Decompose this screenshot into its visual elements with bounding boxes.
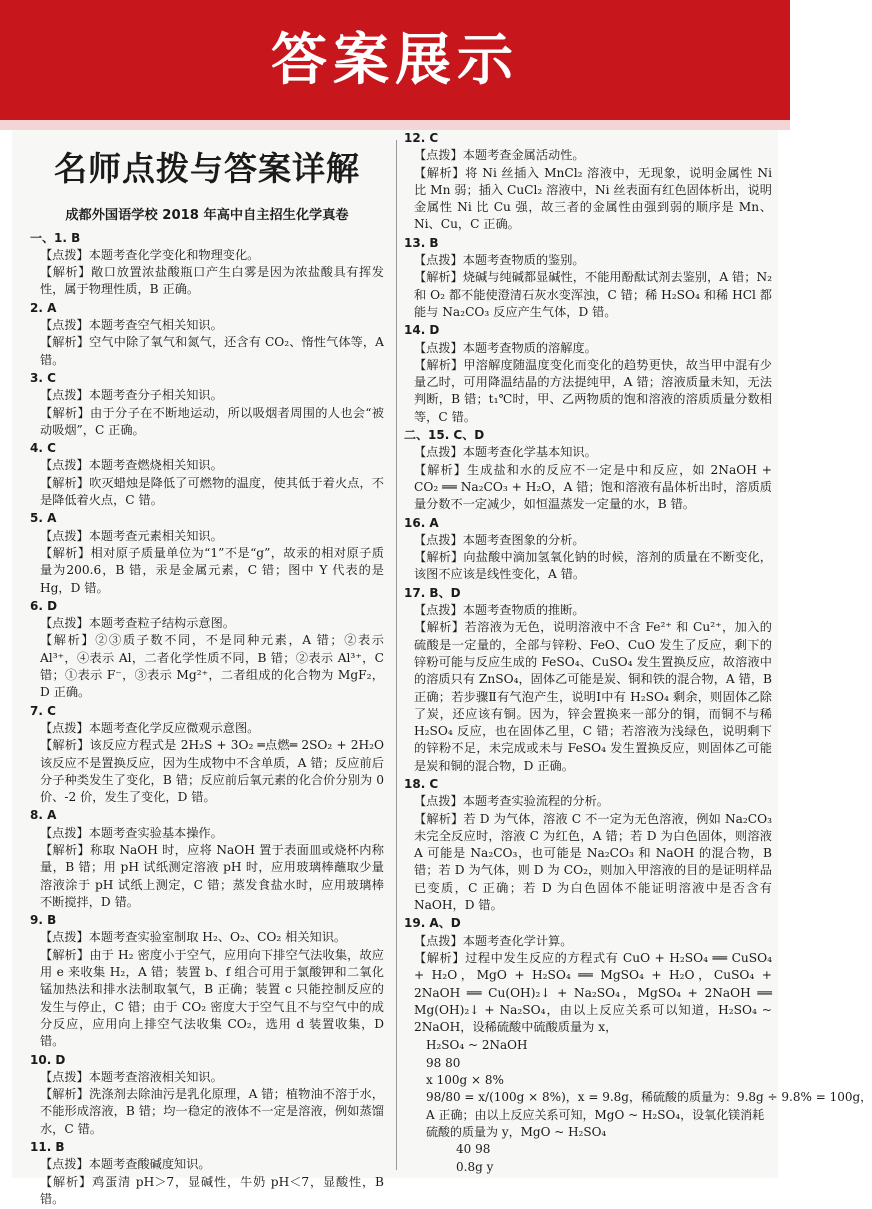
explanation-text: 【解析】洗涤剂去除油污是乳化原理，A 错；植物油不溶于水，不能形成溶液，B 错；均一稳定的液体不一定是溶液，例如蒸馏水，C 错。 [40, 1087, 384, 1136]
hint-text: 【点拨】本题考查实验流程的分析。 [414, 794, 609, 809]
explanation-text: 【解析】甲溶解度随温度变化而变化的趋势更快，故当甲中混有少量乙时，可用降温结晶的方法提纯甲，A 错；溶液质量未知，无法判断，B 错；t₁℃时，甲、乙两物质的饱和溶液的溶质质量分数相等，C 错。 [414, 357, 772, 424]
calc-block [404, 1037, 872, 1175]
answer-number: 11. B [30, 1140, 65, 1155]
right-question-list [404, 130, 772, 1036]
answer-number: 19. A、D [404, 916, 461, 931]
answer-number: 一、1. B [30, 230, 81, 245]
answer-number: 13. B [404, 235, 439, 250]
calc-row: H₂SO₄ ~ 2NaOH [426, 1038, 528, 1053]
explanation-text: 【解析】若溶液为无色，说明溶液中不含 Fe²⁺ 和 Cu²⁺，加入的硫酸是一定量的，全部与锌粉、FeO、CuO 发生了反应，剩下的锌粉可能与反应生成的 FeSO₄、CuSO₄ 发生置换反应，故溶液中的溶质只有 ZnSO₄，固体乙可能是炭、铜和铁的混合物，A 错，B 正确；若步骤Ⅱ有气泡产生，说明Ⅰ中有 H₂SO₄ 剩余，则固体乙除了炭，还应该有铜。因为，锌会置换来一部分的铜，而铜不与稀 H₂SO₄ 反应，也在固体乙里，C 错；若溶液为浅绿色，说明剩下的锌粉不足，未完成或未与 FeSO₄ 发生置换反应，则固体乙可能是炭和铜的混合物，D 正确。 [414, 620, 772, 773]
hint-text: 【点拨】本题考查溶液相关知识。 [40, 1069, 223, 1084]
answer-item [404, 130, 772, 234]
answer-item [30, 807, 384, 911]
answer-number: 7. C [30, 703, 56, 718]
hint-text: 【点拨】本题考查物质的鉴别。 [414, 253, 585, 268]
explanation-text: 【解析】烧碱与纯碱都显碱性，不能用酚酞试剂去鉴别，A 错；N₂ 和 O₂ 都不能使澄清石灰水变浑浊，C 错；稀 H₂SO₄ 和稀 HCl 都能与 Na₂CO₃ 反应产生气体，D 错。 [414, 270, 772, 319]
answer-number: 17. B、D [404, 585, 461, 600]
explanation-text: 【解析】鸡蛋清 pH＞7，显碱性，牛奶 pH＜7，显酸性，B 错。 [40, 1174, 384, 1206]
answer-item [30, 1052, 384, 1138]
answer-item [30, 370, 384, 439]
explanation-text: 【解析】②③质子数不同，不是同种元素，A 错；②表示 Al³⁺，④表示 Al，二者化学性质不同，B 错；②表示 Al³⁺，C 错；①表示 F⁻，③表示 Mg²⁺，二者组成的化合物为 MgF₂，D 正确。 [40, 633, 384, 700]
answer-item [30, 440, 384, 509]
explanation-text: 【解析】生成盐和水的反应不一定是中和反应，如 2NaOH + CO₂ ══ Na₂CO₃ + H₂O，A 错；饱和溶液有晶体析出时，溶质质量分数不一定减少，如恒温蒸发一定量的水，B 错。 [414, 462, 772, 512]
hint-text: 【点拨】本题考查分子相关知识。 [40, 388, 223, 403]
answer-item [30, 912, 384, 1050]
explanation-text: 【解析】将 Ni 丝插入 MnCl₂ 溶液中，无现象，说明金属性 Ni 比 Mn 弱；插入 CuCl₂ 溶液中，Ni 丝表面有红色固体析出，说明金属性 Ni 比 Cu 强，故三者的金属性由强到弱的顺序是 Mn、Ni、Cu，C 正确。 [414, 165, 772, 232]
hint-text: 【点拨】本题考查燃烧相关知识。 [40, 458, 223, 473]
explanation-text: 【解析】由于分子在不断地运动，所以吸烟者周围的人也会“被动吸烟”，C 正确。 [40, 405, 384, 437]
hint-text: 【点拨】本题考查化学反应微观示意图。 [40, 720, 260, 735]
explanation-text: 【解析】称取 NaOH 时，应将 NaOH 置于表面皿或烧杯内称量，B 错；用 pH 试纸测定溶液 pH 时，应用玻璃棒蘸取少量溶液涂于 pH 试纸上测定，C 错；蒸发食盐水时，应用玻璃棒不断搅拌，D 错。 [40, 842, 384, 909]
answer-item [30, 598, 384, 702]
explanation-text: 【解析】由于 H₂ 密度小于空气，应用向下排空气法收集，故应用 e 来收集 H₂，A 错；装置 b、f 组合可用于氯酸钾和二氧化锰加热法和排水法制取氧气，B 正确；装置 c 只能控制反应的发生与停止，C 错；由于 CO₂ 密度大于空气且不与空气中的成分反应，应用向上排空气法收集 CO₂，选用 d 装置收集，D 错。 [40, 947, 384, 1049]
hint-text: 【点拨】本题考查化学计算。 [414, 933, 573, 948]
explanation-text: 【解析】吹灭蜡烛是降低了可燃物的温度，使其低于着火点，不是降低着火点，C 错。 [40, 475, 384, 508]
explanation-text: 【解析】相对原子质量单位为“1”不是“g”，故汞的相对原子质量为200.6，B 错，汞是金属元素，C 错；图中 Y 代表的是 Hg，D 错。 [40, 545, 384, 595]
right-column [404, 130, 872, 1176]
answer-item [30, 230, 384, 299]
calc-row: 98 80 [426, 1055, 461, 1070]
answer-number: 14. D [404, 323, 440, 338]
hint-text: 【点拨】本题考查粒子结构示意图。 [40, 616, 235, 631]
calc-row: x 100g × 8% [426, 1073, 504, 1088]
answer-item [404, 915, 772, 1036]
hint-text: 【点拨】本题考查物质的推断。 [414, 603, 585, 618]
left-question-list [30, 230, 384, 1209]
calc-row: 40 98 [456, 1142, 491, 1157]
column-divider [396, 140, 397, 1170]
answer-item [404, 776, 772, 914]
answer-item [30, 703, 384, 807]
hint-text: 【点拨】本题考查图象的分析。 [414, 532, 585, 547]
answer-number: 6. D [30, 598, 58, 613]
explanation-text: 【解析】该反应方程式是 2H₂S + 3O₂ ═点燃═ 2SO₂ + 2H₂O 该反应不是置换反应，因为生成物中不含单质，A 错；反应前后分子种类发生了变化，B 错；反应前后氧元素的化合价分别为 0 价、-2 价，发生了变化，D 错。 [40, 738, 384, 805]
answer-number: 3. C [30, 370, 56, 385]
banner-rule [0, 120, 790, 130]
answer-number: 16. A [404, 515, 439, 530]
explanation-text: 【解析】敞口放置浓盐酸瓶口产生白雾是因为浓盐酸具有挥发性，属于物理性质，B 正确。 [40, 265, 384, 297]
answer-number: 二、15. C、D [404, 428, 485, 443]
left-column [30, 144, 384, 1209]
hint-text: 【点拨】本题考查金属活动性。 [414, 148, 585, 163]
answer-number: 8. A [30, 808, 57, 823]
answer-number: 9. B [30, 913, 57, 928]
calc-row: 0.8g y [456, 1159, 494, 1174]
explanation-text: 【解析】若 D 为气体，溶液 C 不一定为无色溶液，例如 Na₂CO₃ 未完全反应时，溶液 C 为红色，A 错；若 D 为白色固体，则溶液 A 可能是 Na₂CO₃，也可能是 Na₂CO₃ 和 NaOH 的混合物，B 错；若 D 为气体，则 D 为 CO₂，则加入甲溶液的目的是证明样品已变质，C 正确；若 D 为白色固体不能证明溶液中是否含有 NaOH，D 错。 [414, 811, 772, 913]
answer-number: 5. A [30, 511, 57, 526]
calc-row: 98/80 = x/(100g × 8%)，x = 9.8g，稀硫酸的质量为：9.8g ÷ 9.8% = 100g， [426, 1090, 872, 1105]
answer-item [30, 300, 384, 369]
hint-text: 【点拨】本题考查物质的溶解度。 [414, 340, 597, 355]
answer-number: 2. A [30, 300, 57, 315]
answer-item [30, 510, 384, 596]
hint-text: 【点拨】本题考查化学基本知识。 [414, 445, 597, 460]
banner-title: 答案展示 [271, 28, 519, 93]
explanation-text: 【解析】空气中除了氧气和氮气，还含有 CO₂、惰性气体等，A 错。 [40, 335, 384, 367]
document-subtitle: 成都外国语学校 2018 年高中自主招生化学真卷 [65, 208, 349, 224]
answer-item [30, 1139, 384, 1208]
answer-number: 4. C [30, 441, 56, 456]
explanation-text: 【解析】过程中发生反应的方程式有 CuO + H₂SO₄ ══ CuSO₄ + H₂O，MgO + H₂SO₄ ══ MgSO₄ + H₂O，CuSO₄ + 2NaOH ══ Cu(OH)₂↓ + Na₂SO₄，MgSO₄ + 2NaOH ══ Mg(OH)₂↓ + Na₂SO₄，由以上反应关系可以知道，H₂SO₄ ~ 2NaOH，设稀硫酸中硫酸质量为 x， [414, 950, 772, 1035]
banner [0, 0, 790, 120]
answer-item [404, 585, 772, 775]
answer-item [404, 235, 772, 321]
hint-text: 【点拨】本题考查空气相关知识。 [40, 318, 223, 333]
answer-item [404, 515, 772, 584]
hint-text: 【点拨】本题考查酸碱度知识。 [40, 1157, 211, 1172]
answer-item [404, 322, 772, 426]
hint-text: 【点拨】本题考查化学变化和物理变化。 [40, 247, 260, 262]
hint-text: 【点拨】本题考查实验基本操作。 [40, 825, 223, 840]
answer-number: 18. C [404, 776, 439, 791]
document-title: 名师点拨与答案详解 [54, 149, 360, 188]
hint-text: 【点拨】本题考查实验室制取 H₂、O₂、CO₂ 相关知识。 [40, 930, 347, 945]
answer-item [404, 427, 772, 513]
hint-text: 【点拨】本题考查元素相关知识。 [40, 528, 223, 543]
answer-number: 10. D [30, 1052, 66, 1067]
calc-row: A 正确；由以上反应关系可知，MgO ~ H₂SO₄，设氧化镁消耗硫酸的质量为 y，MgO ~ H₂SO₄ [426, 1107, 765, 1139]
answer-number: 12. C [404, 131, 439, 145]
explanation-text: 【解析】向盐酸中滴加氢氧化钠的时候，溶剂的质量在不断变化，该图不应该是线性变化，A 错。 [414, 550, 772, 582]
